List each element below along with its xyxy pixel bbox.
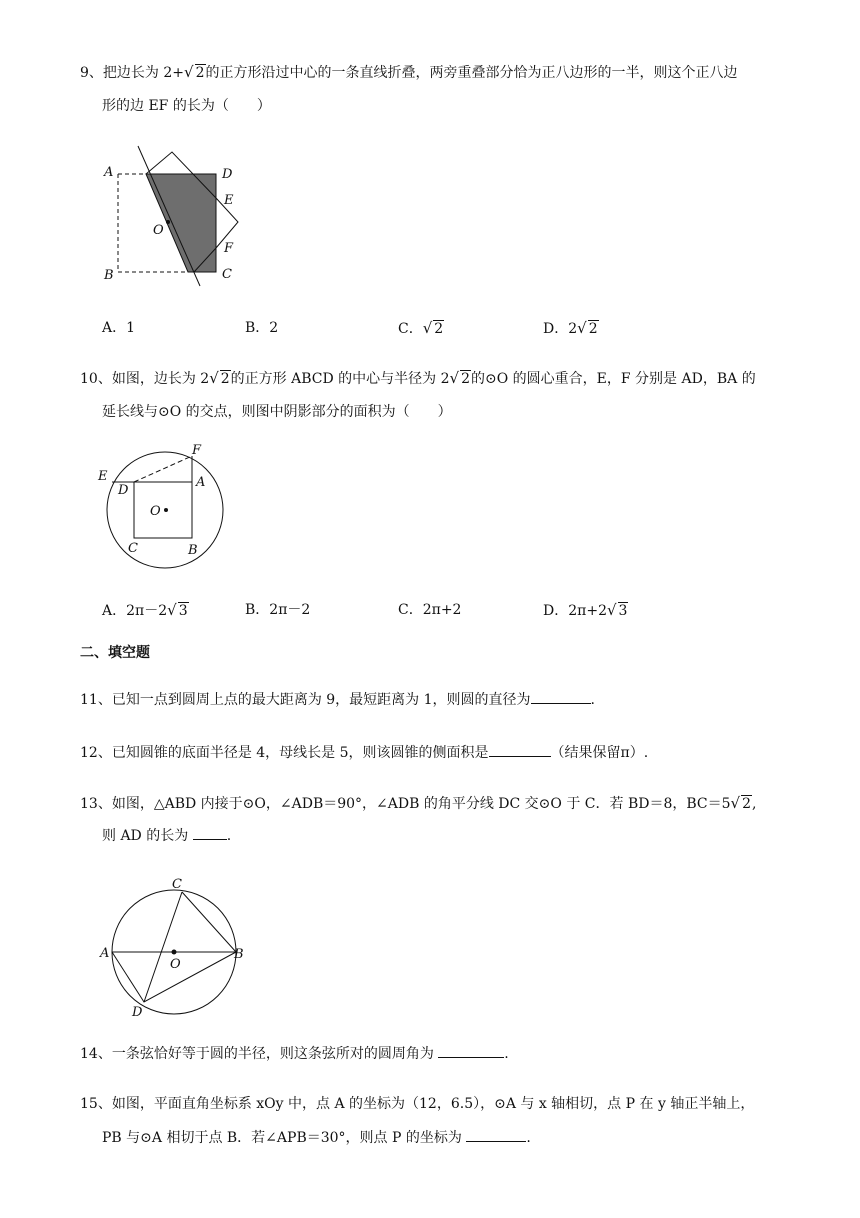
q9-option-d: D．2√ 2 [543, 319, 598, 337]
q9-number: 9、 [80, 65, 103, 81]
q10-label-f: F [192, 443, 202, 458]
q13-label-d: D [132, 1005, 143, 1020]
q13-figure [96, 870, 256, 1020]
q12-line: 12、已知圆锥的底面半径是 4，母线长是 5，则该圆锥的侧面积是 （结果保留π）. [80, 745, 649, 761]
q9-label-e: E [224, 193, 234, 208]
q10-figure [94, 442, 244, 572]
q15-line2: PB 与⊙A 相切于点 B．若∠APB＝30°，则点 P 的坐标为 . [102, 1130, 531, 1146]
q13-label-a: A [100, 946, 110, 961]
q9-option-c: C．√ 2 [398, 319, 444, 337]
q10-label-c: C [128, 541, 138, 556]
q9-option-b: B．2 [245, 320, 279, 336]
q10-label-e: E [98, 469, 108, 484]
q14-answer-blank[interactable] [438, 1057, 504, 1058]
q10-label-d: D [118, 483, 129, 498]
q9-label-o: O [153, 223, 164, 238]
q10-option-c: C．2π+2 [398, 602, 462, 618]
q13-line2: 则 AD 的长为 . [102, 828, 232, 844]
q9-figure [96, 138, 256, 288]
q15-number: 15、 [80, 1096, 112, 1112]
q14-line: 14、一条弦恰好等于圆的半径，则这条弦所对的圆周角为 . [80, 1046, 509, 1062]
q9-line1: 9、把边长为 2+√ 2的正方形沿过中心的一条直线折叠，两旁重叠部分恰为正八边形的一半，则这个正八边 [80, 63, 738, 81]
q10-label-o: O [150, 504, 161, 519]
q10-number: 10、 [80, 371, 112, 387]
q11-answer-blank[interactable] [531, 703, 591, 704]
q13-label-o: O [170, 957, 181, 972]
q9-label-f: F [224, 241, 234, 256]
q9-label-c: C [222, 267, 232, 282]
q13-line1: 13、如图，△ABD 内接于⊙O，∠ADB＝90°，∠ADB 的角平分线 DC 交⊙O 于 C．若 BD＝8，BC＝5√ 2, [80, 794, 757, 812]
q15-line1: 15、如图，平面直角坐标系 xOy 中，点 A 的坐标为（12，6.5），⊙A 与 x 轴相切，点 P 在 y 轴正半轴上， [80, 1096, 755, 1112]
q11-number: 11、 [80, 692, 112, 708]
q10-line1: 10、如图，边长为 2√ 2的正方形 ABCD 的中心与半径为 2√ 2的⊙O 的圆心重合，E，F 分别是 AD，BA 的 [80, 369, 756, 387]
q13-number: 13、 [80, 796, 112, 812]
section-heading: 二、填空题 [80, 645, 150, 661]
q15-answer-blank[interactable] [466, 1141, 526, 1142]
q10-label-a: A [196, 475, 206, 490]
q14-number: 14、 [80, 1046, 112, 1062]
q10-option-a: A．2π－2√ 3 [102, 601, 188, 619]
q10-label-b: B [188, 543, 198, 558]
q12-answer-blank[interactable] [489, 756, 551, 757]
q10-option-d: D．2π+2√ 3 [543, 601, 628, 619]
q13-answer-blank[interactable] [193, 839, 227, 840]
q13-label-b: B [234, 947, 244, 962]
q9-label-d: D [222, 167, 233, 182]
q9-line2: 形的边 EF 的长为（ ） [102, 98, 271, 114]
q9-option-a: A．1 [102, 320, 136, 336]
q12-number: 12、 [80, 745, 112, 761]
q9-label-a: A [104, 165, 114, 180]
q11-line: 11、已知一点到圆周上点的最大距离为 9，最短距离为 1，则圆的直径为 . [80, 692, 595, 708]
q13-label-c: C [172, 877, 182, 892]
q10-option-b: B．2π－2 [245, 602, 311, 618]
q10-line2: 延长线与⊙O 的交点，则图中阴影部分的面积为（ ） [102, 404, 452, 420]
q9-label-b: B [104, 268, 114, 283]
